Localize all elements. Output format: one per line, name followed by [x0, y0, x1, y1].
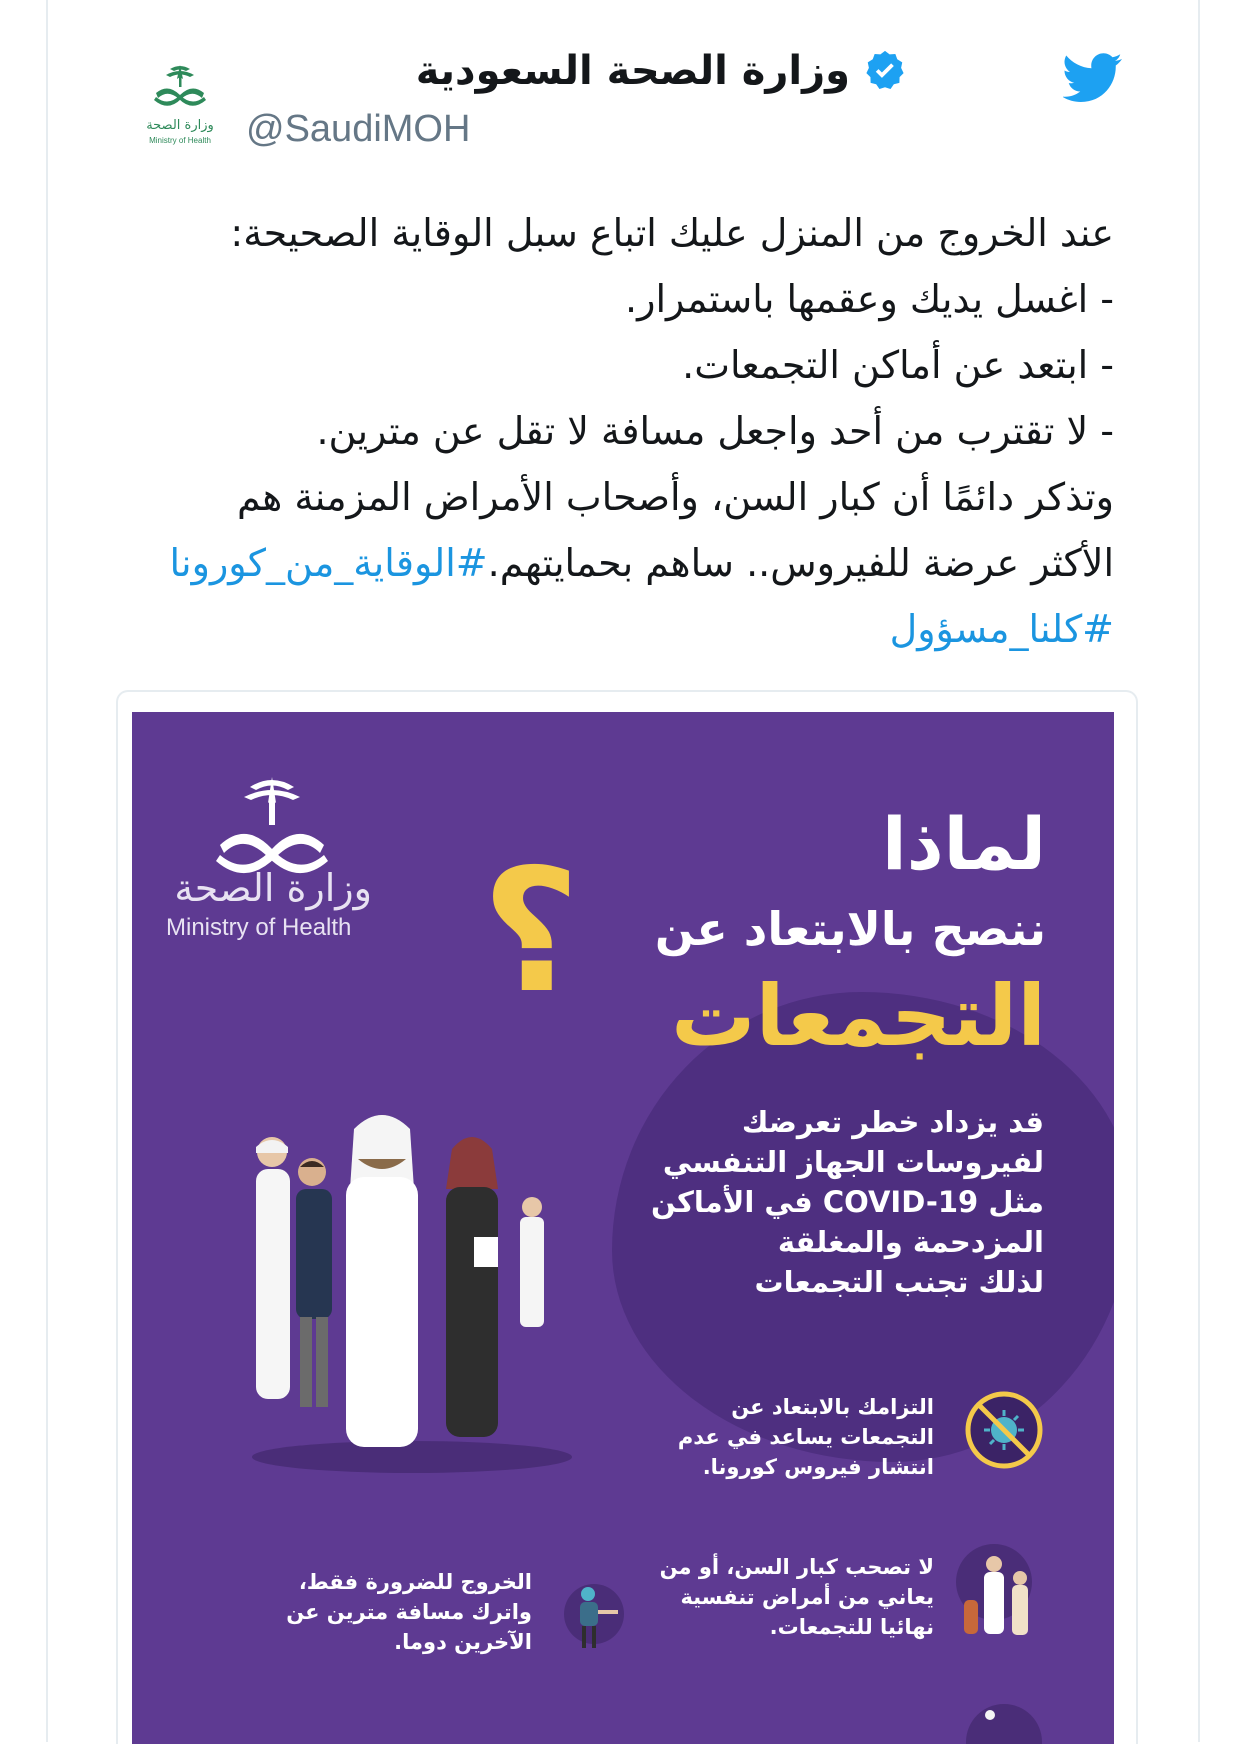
poster-headline-advice: ننصح بالابتعاد عن — [654, 902, 1046, 956]
hashtag-link[interactable]: #كلنا_مسؤول — [889, 607, 1114, 651]
tweet-line: - ابتعد عن أماكن التجمعات. — [682, 343, 1114, 387]
tweet-line: عند الخروج من المنزل عليك اتباع سبل الوقاية الصحيحة: — [230, 211, 1114, 255]
tip-line: واترك مسافة مترين عن — [286, 1600, 532, 1624]
display-name-row — [416, 48, 908, 94]
tweet-media[interactable] — [116, 690, 1138, 1744]
tweet-text — [114, 200, 1114, 662]
tweet-line: - لا تقترب من أحد واجعل مسافة لا تقل عن مترين. — [316, 409, 1114, 453]
tip-distance — [262, 1567, 532, 1657]
tip-line: نهائيا للتجمعات. — [769, 1615, 934, 1639]
avatar-en-text: Ministry of Health — [149, 136, 211, 145]
risk-line: قد يزداد خطر تعرضك — [741, 1105, 1044, 1139]
moh-logo — [118, 45, 243, 170]
worker-icon — [562, 1574, 627, 1654]
elders-icon — [954, 1542, 1044, 1642]
user-handle[interactable]: @SaudiMOH — [246, 108, 471, 150]
poster-headline-why: لماذا — [882, 802, 1046, 886]
risk-paragraph — [584, 1102, 1044, 1302]
tweet-hashtag-line — [114, 596, 1114, 662]
tweet-line-with-hashtag — [114, 530, 1114, 596]
avatar[interactable] — [118, 45, 243, 170]
tip-line: لا تصحب كبار السن، أو من — [659, 1555, 934, 1579]
tip-avoid-gatherings — [514, 1392, 934, 1482]
hashtag-link[interactable]: #الوقاية_من_كورونا — [169, 541, 488, 585]
tip-line: التجمعات يساعد في عدم — [677, 1425, 934, 1449]
next-tip-icon — [964, 1697, 1044, 1744]
tweet-card — [46, 0, 1200, 1742]
no-virus-icon — [964, 1390, 1044, 1470]
avatar-ar-text: وزارة الصحة — [146, 118, 214, 133]
tweet-header — [48, 0, 1198, 170]
tweet-line: - اغسل يديك وعقمها باستمرار. — [625, 277, 1114, 321]
poster-headline-gatherings: التجمعات — [671, 967, 1046, 1065]
tip-line: يعاني من أمراض تنفسية — [680, 1585, 934, 1609]
poster-logo-en: Ministry of Health — [166, 914, 352, 941]
display-name[interactable]: وزارة الصحة السعودية — [415, 48, 850, 94]
question-mark: ? — [482, 833, 581, 1031]
tip-line: الخروج للضرورة فقط، — [298, 1570, 532, 1594]
risk-line: لذلك تجنب التجمعات — [754, 1265, 1044, 1299]
tip-line: الآخرين دوما. — [394, 1630, 532, 1654]
verified-badge-icon — [862, 48, 908, 94]
tip-line: انتشار فيروس كورونا. — [702, 1455, 934, 1479]
poster-logo-ar: وزارة الصحة — [174, 866, 372, 910]
awareness-poster[interactable] — [132, 712, 1114, 1744]
twitter-bird-icon[interactable] — [1063, 52, 1123, 104]
tweet-line: وتذكر دائمًا أن كبار السن، وأصحاب الأمراض المزمنة هم — [236, 475, 1114, 519]
risk-line: لفيروسات الجهاز التنفسي — [662, 1145, 1044, 1179]
tweet-line: الأكثر عرضة للفيروس.. ساهم بحمايتهم. — [487, 541, 1114, 585]
tip-line: التزامك بالابتعاد عن — [731, 1395, 934, 1419]
risk-line: المزدحمة والمغلقة — [777, 1225, 1044, 1259]
risk-line: مثل COVID-19 في الأماكن — [650, 1185, 1044, 1219]
